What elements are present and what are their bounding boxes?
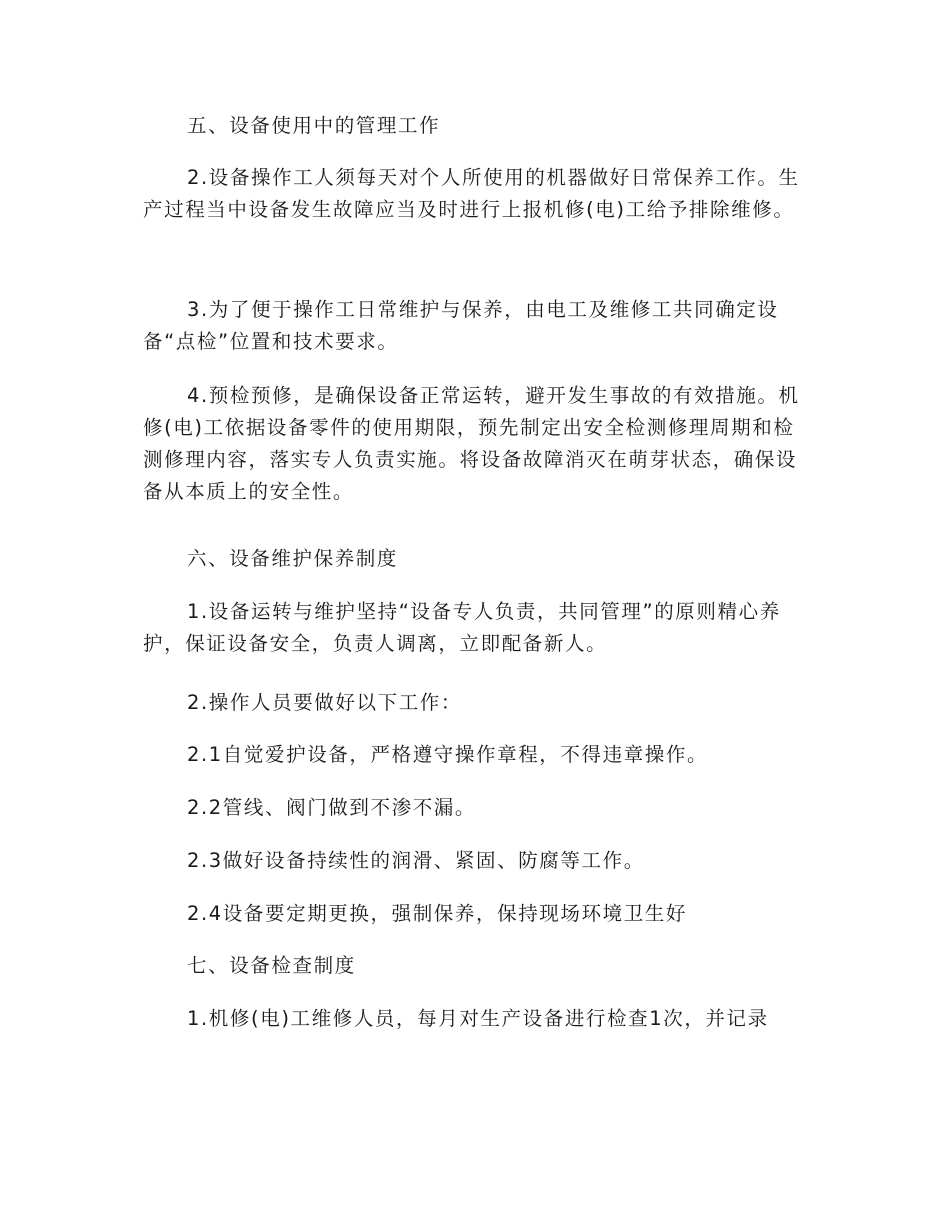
paragraph-6-2-3: 2.3做好设备持续性的润滑、紧固、防腐等工作。 [187, 849, 645, 872]
paragraph-5-4: 4.预检预修，是确保设备正常运转，避开发生事故的有效措施。机修(电)工依据设备零件的使用期限，预先制定出安全检测修理周期和检测修理内容，落实专人负责实施。将设备故障消灭在萌芽状态，确保设备从本质上的安全性。 [143, 384, 800, 503]
paragraph-7-1: 1.机修(电)工维修人员，每月对生产设备进行检查1次，并记录 [187, 1007, 769, 1030]
paragraph-5-3: 3.为了便于操作工日常维护与保养，由电工及维修工共同确定设备“点检”位置和技术要求。 [143, 298, 779, 353]
paragraph-6-2-1: 2.1自觉爱护设备，严格遵守操作章程，不得违章操作。 [187, 743, 709, 766]
paragraph-5-2: 2.设备操作工人须每天对个人所使用的机器做好日常保养工作。生产过程当中设备发生故障应当及时进行上报机修(电)工给予排除维修。 [143, 166, 800, 221]
section-heading-6: 六、设备维护保养制度 [187, 547, 399, 570]
paragraph-6-2-4: 2.4设备要定期更换，强制保养，保持现场环境卫生好 [187, 902, 688, 925]
section-heading-5: 五、设备使用中的管理工作 [187, 114, 441, 137]
section-heading-7: 七、设备检查制度 [187, 954, 356, 977]
paragraph-6-2: 2.操作人员要做好以下工作： [187, 691, 463, 714]
paragraph-6-2-2: 2.2管线、阀门做到不渗不漏。 [187, 796, 477, 819]
paragraph-6-1: 1.设备运转与维护坚持“设备专人负责，共同管理”的原则精心养护，保证设备安全，负责人调离，立即配备新人。 [143, 600, 781, 655]
